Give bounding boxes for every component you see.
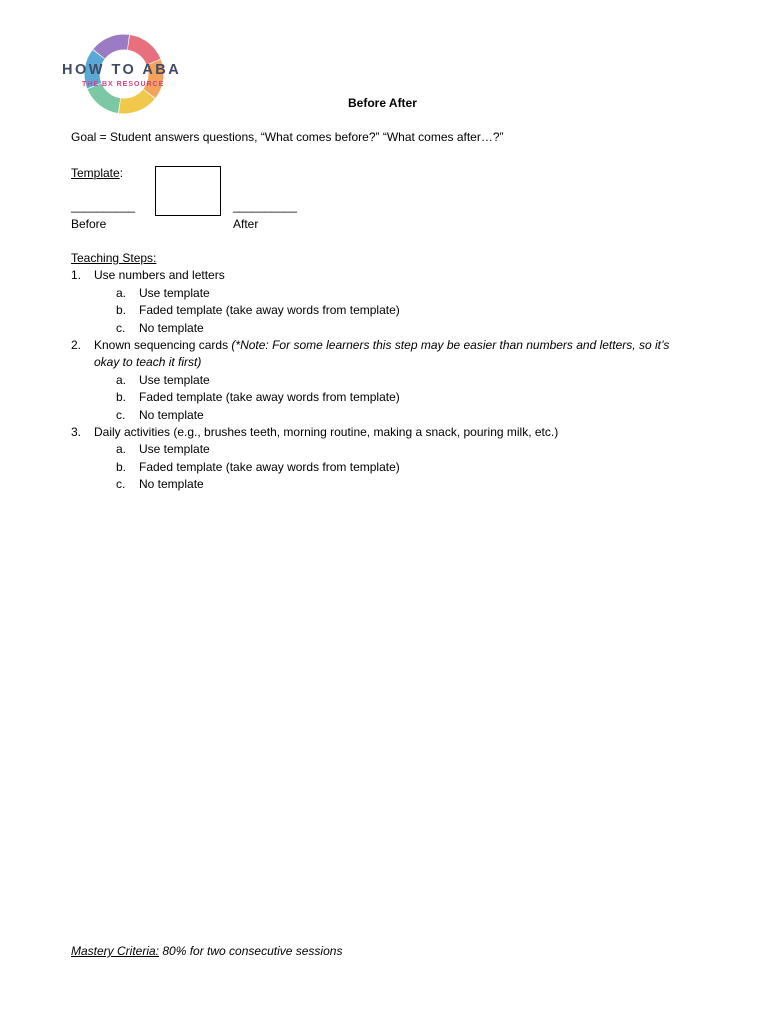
logo-sub-text: THE BX RESOURCE	[82, 81, 165, 88]
step-text: Known sequencing cards	[94, 338, 232, 352]
step-note-continued: okay to teach it first)	[94, 355, 202, 369]
goal-text: Goal = Student answers questions, “What comes before?” “What comes after…?”	[71, 130, 504, 144]
substep-letter: a.	[116, 373, 127, 387]
before-label: Before	[71, 217, 107, 231]
substep-text: Use template	[139, 442, 210, 456]
substep-letter: a.	[116, 442, 127, 456]
mastery-label: Mastery Criteria:	[71, 944, 160, 958]
substep-letter: b.	[116, 460, 127, 474]
step-number: 2.	[71, 338, 82, 352]
before-blank: __________	[71, 199, 135, 213]
logo-main-text: HOW TO ABA	[62, 62, 182, 78]
step-line	[94, 338, 669, 352]
substep-text: Use template	[139, 373, 210, 387]
template-colon: :	[119, 166, 124, 180]
substep-text: No template	[139, 477, 204, 491]
step-text: Use numbers and letters	[94, 268, 225, 282]
substep-letter: c.	[116, 477, 126, 491]
substep-text: Faded template (take away words from template)	[139, 390, 400, 404]
after-label: After	[233, 217, 259, 231]
substep-letter: c.	[116, 321, 126, 335]
template-box	[155, 166, 221, 216]
mastery-text: 80% for two consecutive sessions	[159, 944, 343, 958]
substep-text: Use template	[139, 286, 210, 300]
template-heading	[71, 166, 123, 180]
step-text: Daily activities (e.g., brushes teeth, morning routine, making a snack, pouring milk, etc.)	[94, 425, 559, 439]
substep-text: No template	[139, 408, 204, 422]
substep-text: No template	[139, 321, 204, 335]
logo	[60, 30, 190, 118]
substep-letter: a.	[116, 286, 127, 300]
mastery-criteria	[71, 944, 342, 958]
substep-letter: b.	[116, 303, 127, 317]
template-label: Template	[71, 166, 120, 180]
substep-letter: c.	[116, 408, 126, 422]
substep-text: Faded template (take away words from template)	[139, 303, 400, 317]
step-number: 3.	[71, 425, 82, 439]
substep-letter: b.	[116, 390, 127, 404]
step-note: (*Note: For some learners this step may be easier than numbers and letters, so it’s	[231, 338, 670, 352]
page-title: Before After	[348, 96, 417, 110]
steps-heading: Teaching Steps:	[71, 251, 157, 265]
after-blank: __________	[233, 199, 297, 213]
step-number: 1.	[71, 268, 82, 282]
substep-text: Faded template (take away words from template)	[139, 460, 400, 474]
